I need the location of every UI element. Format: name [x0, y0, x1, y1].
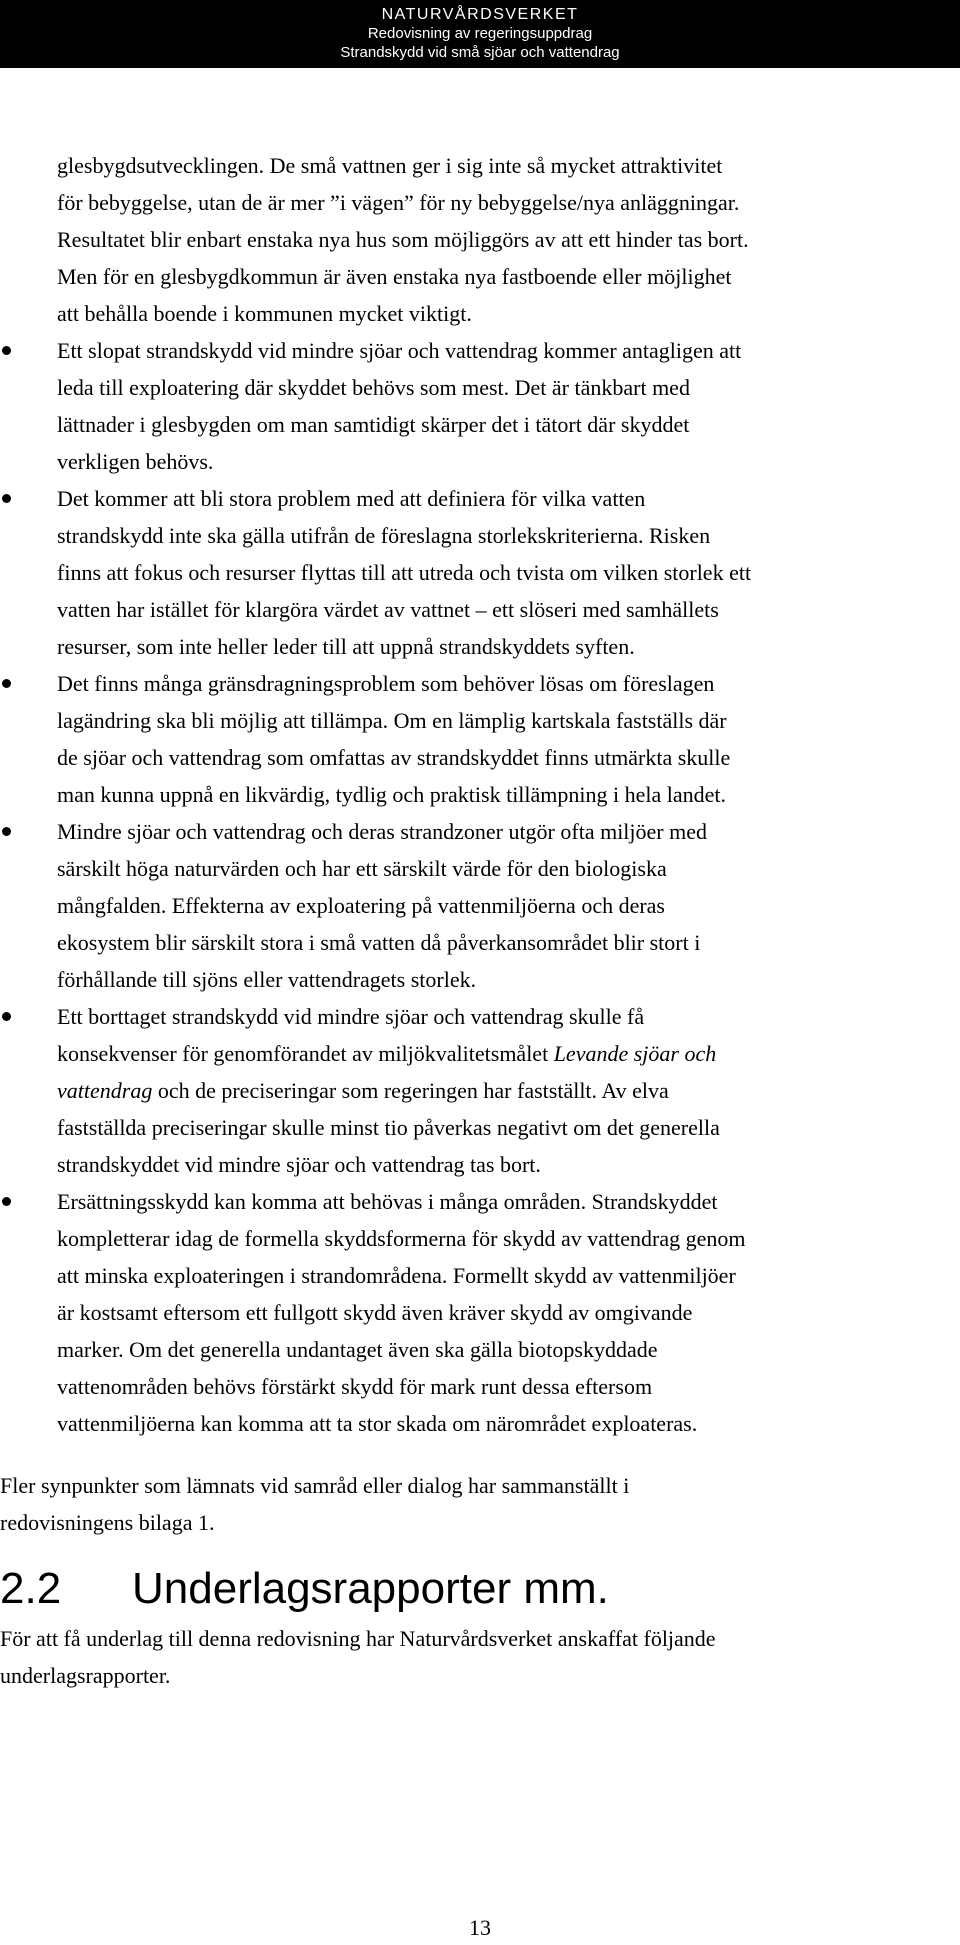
text-line	[57, 1035, 945, 1072]
header-brand: NATURVÅRDSVERKET	[381, 6, 579, 23]
text-line: strandskyddet vid mindre sjöar och vattendrag tas bort.	[57, 1152, 541, 1177]
bullet-item	[0, 480, 945, 665]
text-segment: konsekvenser för genomförandet av miljökvalitetsmålet	[57, 1041, 554, 1066]
bullet-item	[0, 1183, 945, 1442]
text-line: vattenmiljöerna kan komma att ta stor skada om närområdet exploateras.	[57, 1411, 698, 1436]
document-body	[0, 147, 960, 1694]
text-line: att behålla boende i kommunen mycket viktigt.	[57, 301, 472, 326]
text-line	[57, 1072, 945, 1109]
text-line: leda till exploatering där skyddet behövs som mest. Det är tänkbart med	[57, 375, 690, 400]
text-line: vattenområden behövs förstärkt skydd för mark runt dessa eftersom	[57, 1374, 653, 1399]
text-line: resurser, som inte heller leder till att uppnå strandskyddets syften.	[57, 634, 635, 659]
continued-bullet-text	[0, 147, 945, 332]
text-line: För att få underlag till denna redovisning har Naturvårdsverket anskaffat följande	[0, 1626, 716, 1651]
text-line: de sjöar och vattendrag som omfattas av strandskyddet finns utmärkta skulle	[57, 745, 731, 770]
text-line: Ett borttaget strandskydd vid mindre sjöar och vattendrag skulle få	[57, 1004, 645, 1029]
bullet-item	[0, 998, 945, 1183]
bullet-icon	[2, 665, 12, 702]
text-line: man kunna uppnå en likvärdig, tydlig och praktisk tillämpning i hela landet.	[57, 782, 727, 807]
text-line: vatten har istället för klargöra värdet av vattnet – ett slöseri med samhällets	[57, 597, 719, 622]
text-line: särskilt höga naturvärden och har ett särskilt värde för den biologiska	[57, 856, 667, 881]
text-line: glesbygdsutvecklingen. De små vattnen ger i sig inte så mycket attraktivitet	[57, 153, 723, 178]
text-line: att minska exploateringen i strandområdena. Formellt skydd av vattenmiljöer	[57, 1263, 736, 1288]
text-line: är kostsamt eftersom ett fullgott skydd även kräver skydd av omgivande	[57, 1300, 693, 1325]
text-line: lagändring ska bli möjlig att tillämpa. Om en lämplig kartskala fastställs där	[57, 708, 727, 733]
text-segment: och de preciseringar som regeringen har fastställt. Av elva	[152, 1078, 669, 1103]
closing-paragraph	[0, 1467, 960, 1541]
text-line: Ersättningsskydd kan komma att behövas i många områden. Strandskyddet	[57, 1189, 718, 1214]
bullet-item	[0, 665, 945, 813]
text-line: Resultatet blir enbart enstaka nya hus som möjliggörs av att ett hinder tas bort.	[57, 227, 749, 252]
text-line: mångfalden. Effekterna av exploatering på vattenmiljöerna och deras	[57, 893, 665, 918]
text-line: underlagsrapporter.	[0, 1663, 171, 1688]
section-paragraph	[0, 1620, 960, 1694]
header-report-title: Strandskydd vid små sjöar och vattendrag	[340, 44, 620, 61]
section-heading	[0, 1564, 960, 1614]
bullet-item	[0, 813, 945, 998]
bullet-item	[0, 332, 945, 480]
goal-title-italic: Levande sjöar och	[553, 1041, 717, 1066]
text-line: Mindre sjöar och vattendrag och deras strandzoner utgör ofta miljöer med	[57, 819, 707, 844]
text-line: Det finns många gränsdragningsproblem som behöver lösas om föreslagen	[57, 671, 715, 696]
document-header	[0, 0, 960, 68]
section-number: 2.2	[0, 1564, 62, 1613]
text-line: fastställda preciseringar skulle minst tio påverkas negativt om det generella	[57, 1115, 720, 1140]
text-line: ekosystem blir särskilt stora i små vatten då påverkansområdet blir stort i	[57, 930, 701, 955]
text-line: strandskydd inte ska gälla utifrån de föreslagna storlekskriterierna. Risken	[57, 523, 711, 548]
section-title: Underlagsrapporter mm.	[132, 1564, 609, 1613]
text-line: förhållande till sjöns eller vattendragets storlek.	[57, 967, 477, 992]
text-line: för bebyggelse, utan de är mer ”i vägen” för ny bebyggelse/nya anläggningar.	[57, 190, 740, 215]
text-line: lättnader i glesbygden om man samtidigt skärper det i tätort där skyddet	[57, 412, 690, 437]
text-line: finns att fokus och resurser flyttas till att utreda och tvista om vilken storlek ett	[57, 560, 752, 585]
text-line: verkligen behövs.	[57, 449, 214, 474]
goal-title-italic: vattendrag	[57, 1078, 153, 1103]
text-line: marker. Om det generella undantaget även ska gälla biotopskyddade	[57, 1337, 658, 1362]
bullet-icon	[2, 332, 12, 369]
text-line: Men för en glesbygdkommun är även enstaka nya fastboende eller möjlighet	[57, 264, 732, 289]
text-line: Ett slopat strandskydd vid mindre sjöar och vattendrag kommer antagligen att	[57, 338, 742, 363]
bullet-icon	[2, 813, 12, 850]
page-number: 13	[469, 1915, 491, 1940]
text-line: Det kommer att bli stora problem med att definiera för vilka vatten	[57, 486, 646, 511]
header-report-type: Redovisning av regeringsuppdrag	[367, 25, 593, 42]
text-line: Fler synpunkter som lämnats vid samråd eller dialog har sammanställt i	[0, 1473, 630, 1498]
text-line: redovisningens bilaga 1.	[0, 1510, 215, 1535]
text-line: kompletterar idag de formella skyddsformerna för skydd av vattendrag genom	[57, 1226, 746, 1251]
bullet-icon	[2, 998, 12, 1035]
bullet-icon	[2, 480, 12, 517]
bullet-icon	[2, 1183, 12, 1220]
